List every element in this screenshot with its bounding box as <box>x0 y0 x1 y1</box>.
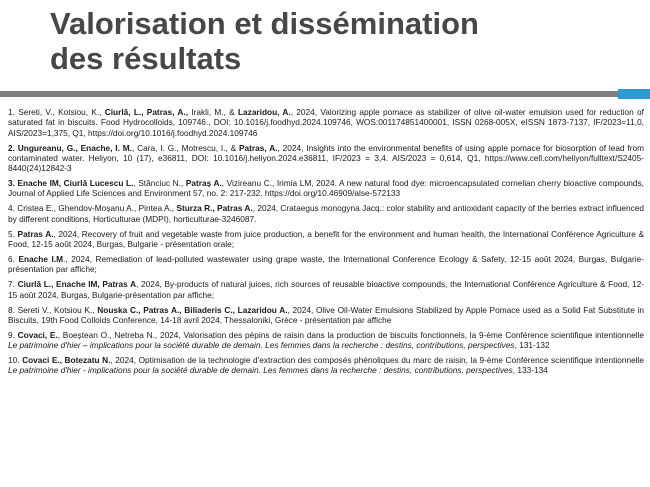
reference-text: , 133-134 <box>512 365 548 376</box>
reference-item <box>8 203 644 224</box>
reference-author-bold: 3. Enache IM, Ciurlǎ Lucescu L. <box>8 178 134 189</box>
reference-author-bold: Lazaridou, A. <box>237 107 291 117</box>
reference-author-bold: Ciurlǎ, L., Patras, A., <box>104 107 189 117</box>
reference-item <box>8 178 644 199</box>
reference-text: 1. Sereti, V., Kotsiou, K., <box>8 107 105 117</box>
reference-text: , 2024, Optimisation de la technologie d'extraction des composés phénoliques du marc de raisin, la 9-ème Conférence scientifique intentionnelle <box>110 355 644 366</box>
reference-italic-text: Le patrimoine d'hier – implications pour la société durable de demain. Les femmes dans la recherche : destins, contributions, perspectives <box>8 340 515 351</box>
reference-author-bold: Patras, A. <box>239 142 278 153</box>
reference-text: ., 2024, Remediation of lead-polluted wastewater using grape waste, the International Conference Ecology & Safety, 12-15 août 2024, Burgas, Bulgarie-présentation par affiche; <box>8 254 644 275</box>
reference-item <box>8 330 644 351</box>
reference-item <box>8 143 644 174</box>
reference-text: , 2024, Recovery of fruit and vegetable waste from juice production, a benefit for the environment and human health, the International Conférence Agriculture & Food, 12-15 août 2024, Burgas, Bulgarie - présentation orale; <box>8 228 644 250</box>
title-underline-accent <box>618 89 650 99</box>
reference-text: , 2024, Olive Oil-Water Emulsions Stabilized by Apple Pomace used as a Solid Fat Substitute in Biscuits, 19th Food Colloids Conference, 14-18 avril 2024, Thessaloniki, Grèce - présentation par affiche <box>8 304 645 325</box>
reference-text: 7. <box>8 279 18 290</box>
reference-author-bold: Covaci, E. <box>17 329 58 340</box>
title-underline-gray <box>0 91 618 97</box>
reference-text: , Stănciuc N., <box>133 178 186 189</box>
title-underline-bar <box>0 89 650 99</box>
reference-text: , Boeștean O., Netreba N., 2024, Valorisation des pépins de raisin dans la production de biscuits fonctionnels, la 9-ème Conférence scientifique intentionnelle <box>57 329 644 340</box>
slide-title-line-1: Valorisation et dissémination <box>50 6 479 41</box>
reference-item <box>8 107 644 138</box>
reference-item <box>8 305 644 326</box>
reference-text: 9. <box>8 329 18 340</box>
slide-title-line-2: des résultats <box>50 41 242 76</box>
reference-item <box>8 355 644 376</box>
reference-text: , Cara, I. G., Motrescu, I., & <box>131 142 240 153</box>
reference-text: , 2024, By-products of natural juices, rich sources of reusable bioactive compounds, the International Conférence Agriculture & Food, 12-15 août 2024, Burgas, Bulgarie-présentation par affiche; <box>8 279 645 300</box>
reference-text: , 131-132 <box>514 340 550 351</box>
reference-item <box>8 229 644 250</box>
reference-italic-text: Le patrimoine d'hier - implications pour la société durable de demain. Les femmes dans la recherche : destins, contributions, perspectives <box>8 365 513 376</box>
reference-text: 8. Sereti V., Kotsiou K., <box>8 304 98 315</box>
reference-text: 10. <box>8 355 23 366</box>
reference-author-bold: Patraș A. <box>185 178 222 189</box>
reference-item <box>8 279 644 300</box>
reference-author-bold: 2. Ungureanu, G., Enache, I. M. <box>8 142 132 153</box>
reference-author-bold: Enache I.M <box>18 254 64 264</box>
slide-title <box>50 6 610 76</box>
reference-author-bold: Ciurlǎ L., Enache IM, Patras A <box>17 279 137 290</box>
reference-text: , 2024, Valorizing apple pomace as stabilizer of olive oil-water emulsion used for reduction of saturated fat in biscuits. Food Hydrocolloids, 109746., DOI: 10.1016/j.foodhyd.2024.109746, WOS:001174851400001, ISSN 0268-005X, eISSN 1873-7137, IF/2023=11,0, AIS/2023=1,375, Q1, https://doi.org/10.1016/j.foodhyd.2024.109746 <box>8 107 644 138</box>
reference-text: 5. <box>8 228 18 239</box>
reference-author-bold: Covaci E., Botezatu N. <box>22 355 111 366</box>
reference-author-bold: Patras A. <box>17 228 54 239</box>
reference-text: 6. <box>8 254 19 264</box>
reference-list <box>8 107 644 380</box>
reference-item <box>8 254 644 275</box>
reference-text: , Vizireanu C., Irimia LM, 2024. A new natural food dye: microencapsulated cornelian cherry bioactive compounds, Journal of Applied Life Sciences and Environment 57, no. 2: 217-232. https://doi.org/10.46909/alse-572133 <box>8 178 644 199</box>
reference-text: 4. Cristea E., Ghendov-Moșanu A., Pintea A., <box>8 203 177 214</box>
reference-author-bold: Sturza R., Patras A. <box>176 203 253 214</box>
reference-text: Irakli, M., & <box>188 107 238 117</box>
reference-author-bold: Nouska C., Patras A., Biliaderis C., Lazaridou A. <box>97 304 288 315</box>
reference-text: , 2024, Insights into the environmental benefits of using apple pomace for biosorption of lead from contaminated water. Heliyon, 10 (17), e36811, DOI: 10.1016/j.heliyon.2024.e36811, IF/2023 = 3,4. AIS/2023 = 0,614, Q1, https://www.cell.com/heliyon/fulltext/S2405-8440(24)12842-3 <box>8 142 645 174</box>
reference-text: , 2024, Crataegus monogyna Jacq.: color stability and antioxidant capacity of the berries extract influenced by different conditions, Horticulturae (MDPI), horticulturae-3246087. <box>8 203 645 224</box>
